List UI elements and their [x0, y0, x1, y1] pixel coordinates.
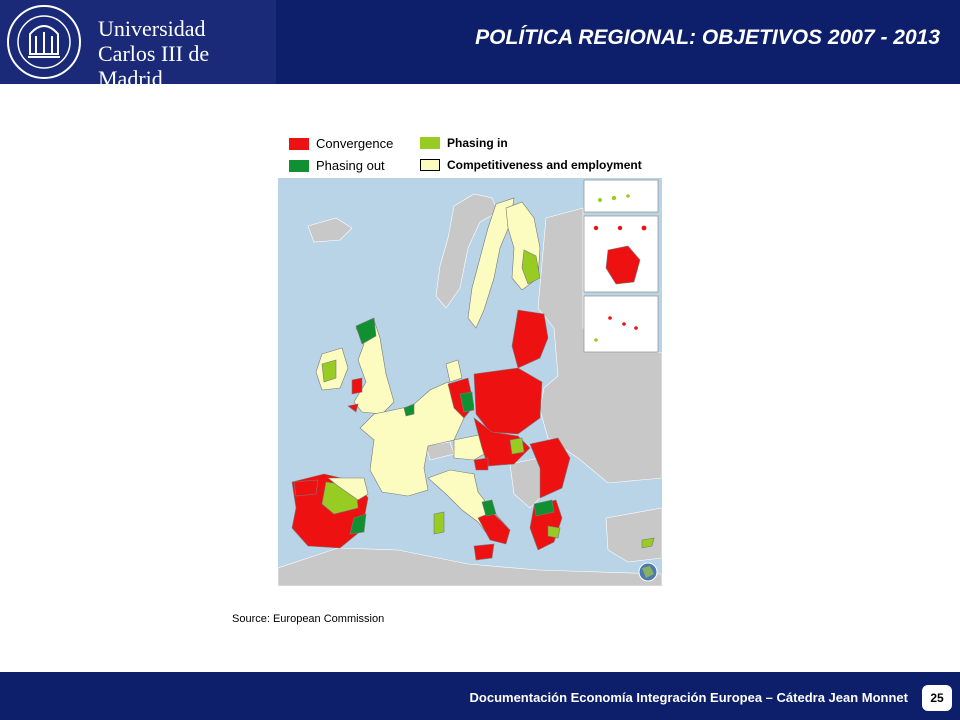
legend-item-convergence [289, 136, 393, 151]
inset-canarias-island [612, 196, 616, 200]
legend-item-phasing-out [289, 158, 385, 173]
university-name [98, 16, 276, 91]
sicily [474, 544, 494, 560]
inset-madeira-island [594, 338, 598, 342]
inset-canarias-island [626, 194, 630, 198]
poland [474, 368, 542, 434]
galicia [294, 480, 318, 496]
inset-canarias [584, 180, 658, 212]
legend-item-competitiveness [420, 158, 642, 172]
inset-acores-island [634, 326, 638, 330]
map-legend [278, 130, 662, 178]
legend-label-competitiveness: Competitiveness and employment [447, 158, 642, 172]
regional-policy-map-figure [278, 130, 662, 586]
page-number: 25 [922, 685, 952, 711]
eu-regions-map [278, 178, 662, 586]
university-name-line2: Carlos III de Madrid [98, 41, 210, 91]
legend-label-phasing-out: Phasing out [316, 158, 385, 173]
sterea-phasing-in [548, 526, 560, 538]
sardinia-phasing-in [434, 512, 444, 534]
footer-text: Documentación Economía Integración Europea – Cátedra Jean Monnet [469, 690, 908, 705]
inset-acores-madeira [584, 296, 658, 352]
university-logo [0, 0, 276, 91]
header-bar [0, 0, 960, 91]
legend-label-phasing-in: Phasing in [447, 136, 508, 150]
legend-swatch-competitiveness [420, 159, 440, 171]
inset-martinique [618, 226, 622, 230]
legend-swatch-convergence [289, 138, 309, 150]
inset-canarias-island [598, 198, 602, 202]
wales-convergence [352, 378, 362, 394]
map-source: Source: European Commission [232, 613, 385, 625]
inset-guadeloupe [594, 226, 598, 230]
inset-reunion [642, 226, 647, 231]
legend-item-phasing-in [420, 136, 508, 150]
legend-label-convergence: Convergence [316, 136, 394, 151]
university-seal-icon [6, 4, 82, 80]
footer-bar [0, 672, 960, 720]
legend-swatch-phasing-out [289, 160, 309, 172]
inset-acores-island [622, 322, 626, 326]
legend-swatch-phasing-in [420, 137, 440, 149]
ireland-phasing-in [322, 360, 336, 382]
slovenia [474, 458, 488, 470]
slide-title: POLÍTICA REGIONAL: OBJETIVOS 2007 - 2013 [475, 26, 940, 49]
kozep-magyarorszag-phasing-in [510, 438, 524, 454]
inset-acores-island [608, 316, 612, 320]
university-name-line1: Universidad [98, 16, 206, 41]
